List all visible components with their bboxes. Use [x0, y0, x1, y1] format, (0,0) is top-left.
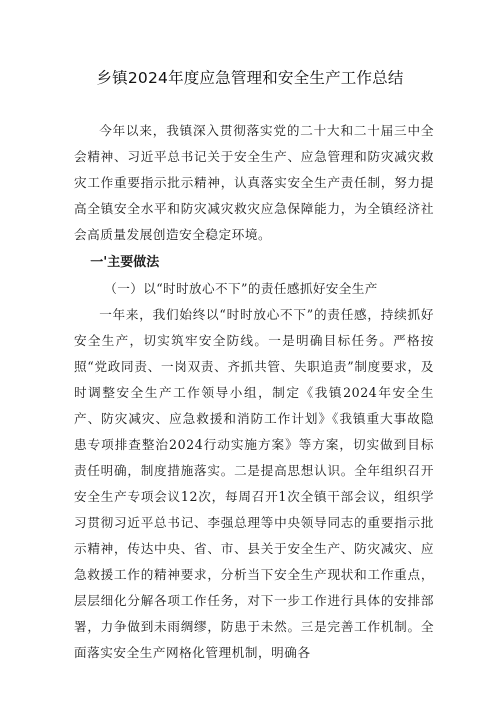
subsection-heading-responsibility: （一）以“时时放心不下”的责任感抓好安全生产	[104, 281, 378, 296]
document-title: 乡镇2024年度应急管理和安全生产工作总结	[96, 69, 404, 87]
subsection-body-paragraph: 一年来，我们始终以“时时放心不下”的责任感，持续抓好安全生产，切实筑牢安全防线。一是明确目标任务。严格按照“党政同责、一岗双责、齐抓共管、失职追责”制度要求，及时调整安全生产工作领导小组，制定《我镇2024年安全生产、防灾减灾、应急救援和消防工作计划》《我镇重大事故隐患专项排查整治2024行动实施方案》等方案，切实做到目标责任明确，制度措施落实。二是提高思想认识。全年组织召开安全生产专项会议12次，每周召开1次全镇干部会议，组织学习贯彻习近平总书记、李强总理等中央领导同志的重要指示批示精神，传达中央、省、市、县关于安全生产、防灾减灾、应急救援工作的精神要求，分析当下安全生产现状和工作重点，层层细化分解各项工作任务，对下一步工作进行具体的安排部署，力争做到未雨绸缪，防患于未然。三是完善工作机制。全面落实安全生产网格化管理机制，明确各	[74, 307, 434, 660]
intro-paragraph: 今年以来，我镇深入贯彻落实党的二十大和二十届三中全会精神、习近平总书记关于安全生产、应急管理和防灾减灾救灾工作重要指示批示精神，认真落实安全生产责任制，努力提高全镇安全水平和防灾减灾救灾应急保障能力，为全镇经济社会高质量发展创造安全稳定环境。	[74, 123, 434, 242]
section-heading-main-practices: 一'主要做法	[90, 255, 160, 270]
document-body	[74, 118, 434, 666]
